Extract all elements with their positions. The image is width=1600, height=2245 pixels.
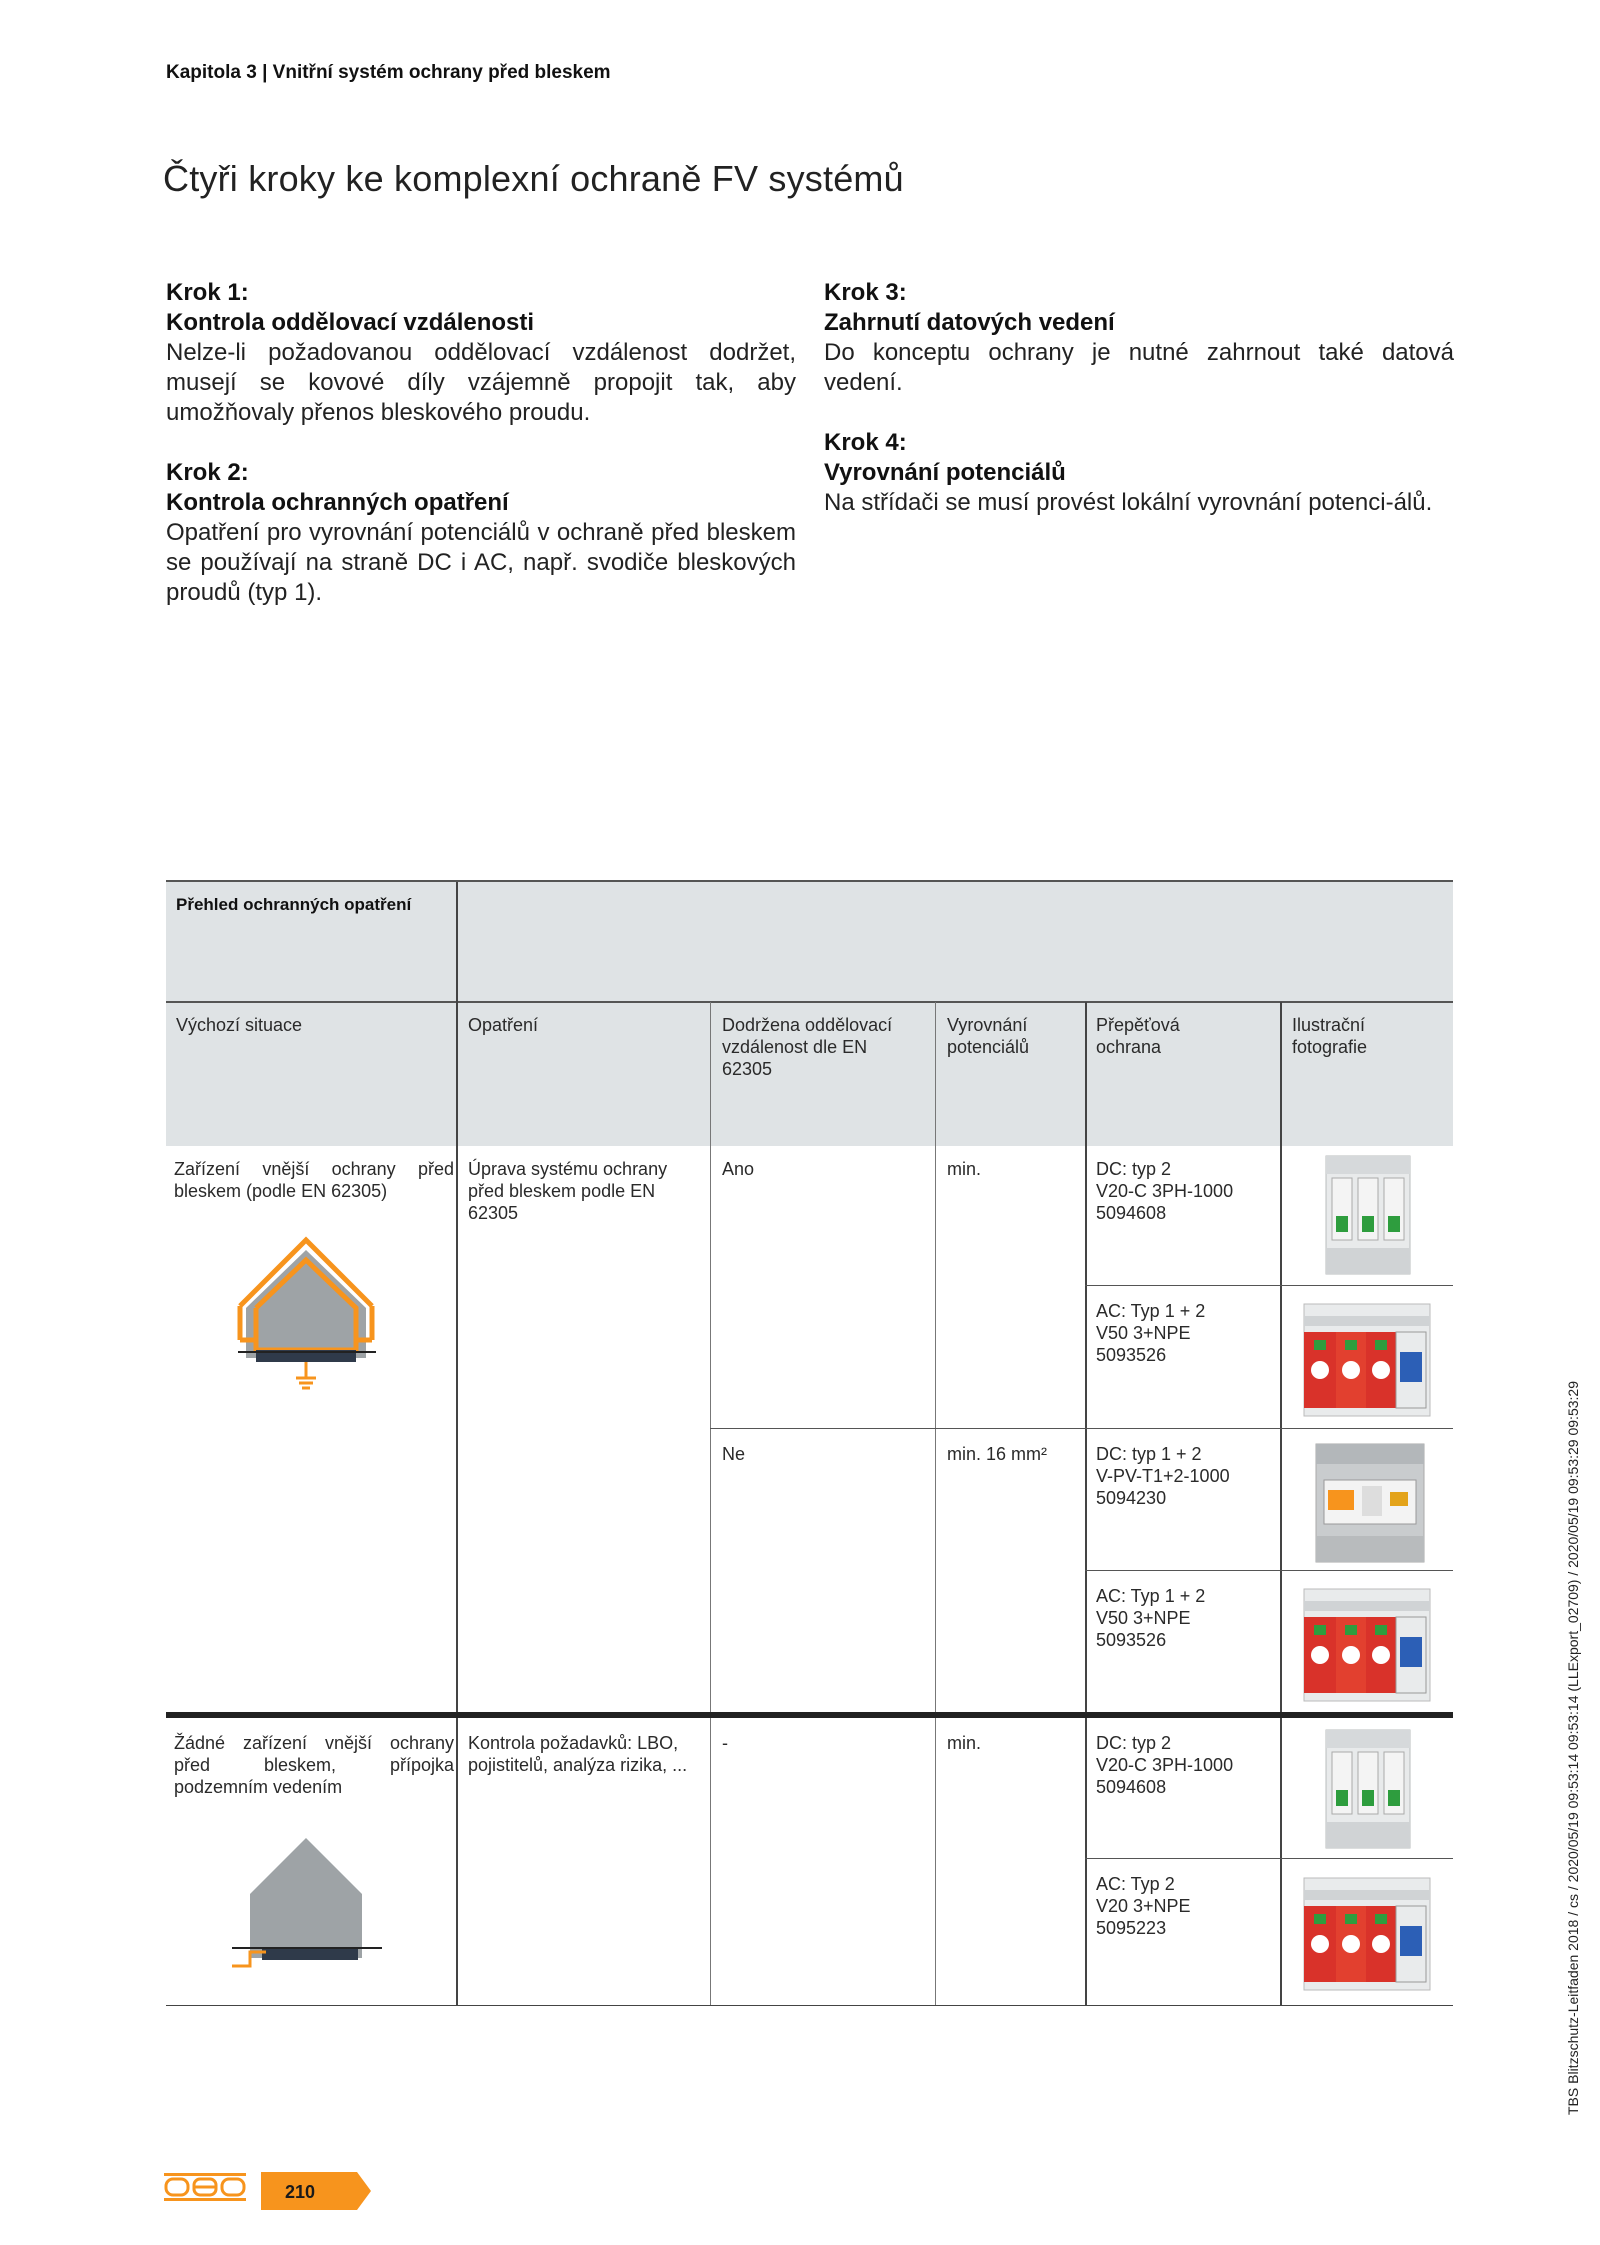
step-number: Krok 4:: [824, 429, 907, 456]
page-number-badge: [261, 2172, 371, 2210]
steps-right-column: [824, 278, 1454, 548]
bonding-cell: min.: [947, 1733, 982, 1753]
distance-cell: Ano: [722, 1159, 755, 1179]
step-heading: Zahrnutí datových vedení: [824, 309, 1115, 336]
step-number: Krok 2:: [166, 459, 249, 486]
dc-type1-2-pv-module-photo: [1310, 1440, 1430, 1566]
col-header-surge: Přepěťová ochrana: [1096, 1015, 1180, 1057]
step-text: Do konceptu ochrany je nutné zahrnout také datová vedení.: [824, 339, 1454, 396]
step-number: Krok 3:: [824, 279, 907, 306]
dc-type2-module-photo: [1318, 1152, 1418, 1278]
side-print-info: TBS Blitzschutz-Leitfaden 2018 / cs / 2020/05/19 09:53:14 09:53:14 (LLExport_02709) / 2020/05/19 09:53:29 09:53:29: [1565, 1381, 1581, 2115]
obo-logo: [162, 2170, 248, 2204]
bonding-cell: min. 16 mm²: [947, 1444, 1048, 1464]
situation-cell: Zařízení vnější ochrany před bleskem (podle EN 62305): [174, 1159, 454, 1201]
surge-cell: AC: Typ 2 V20 3+NPE 5095223: [1096, 1874, 1191, 1938]
surge-cell: AC: Typ 1 + 2 V50 3+NPE 5093526: [1096, 1586, 1206, 1650]
col-header-situation: Výchozí situace: [176, 1015, 303, 1035]
col-divider: [710, 1002, 711, 2006]
col-header-distance: Dodržena oddělovací vzdálenost dle EN 62305: [722, 1015, 893, 1079]
ac-type1-2-v50-module-photo: [1300, 1296, 1434, 1422]
row-divider: [710, 1428, 1453, 1429]
col-header-photo: Ilustrační fotografie: [1292, 1015, 1368, 1057]
header-divider: [166, 1001, 1453, 1003]
step-text: Opatření pro vyrovnání potenciálů v ochraně před bleskem se používají na straně DC i AC, např. svodiče bleskových proudů (typ 1).: [166, 519, 796, 606]
step-number: Krok 1:: [166, 279, 249, 306]
col-header-measure: Opatření: [468, 1015, 539, 1035]
measure-cell: Kontrola požadavků: LBO, pojistitelů, analýza rizika, ...: [468, 1733, 688, 1775]
step-heading: Vyrovnání potenciálů: [824, 459, 1066, 486]
distance-cell: Ne: [722, 1444, 746, 1464]
house-underground-connection-icon: [226, 1828, 386, 1988]
surge-cell: AC: Typ 1 + 2 V50 3+NPE 5093526: [1096, 1301, 1206, 1365]
col-divider: [456, 882, 458, 2006]
col-divider: [1280, 1002, 1282, 2006]
step-text: Nelze-li požadovanou oddělovací vzdálenost dodržet, musejí se kovové díly vzájemně propojit tak, aby umožňovaly přenos bleskového proudu.: [166, 339, 796, 426]
ac-type2-v20-module-photo: [1300, 1870, 1434, 1996]
chapter-heading: Kapitola 3 | Vnitřní systém ochrany před bleskem: [166, 62, 611, 83]
surge-cell: DC: typ 2 V20-C 3PH-1000 5094608: [1096, 1733, 1234, 1797]
table-bottom-line: [166, 2005, 1453, 2006]
step-1: [166, 278, 796, 428]
page-number: 210: [285, 2182, 316, 2202]
row-divider: [1085, 1285, 1453, 1286]
step-text: Na střídači se musí provést lokální vyrovnání potenci-álů.: [824, 489, 1433, 516]
steps-left-column: [166, 278, 796, 638]
step-4: [824, 428, 1454, 518]
distance-cell: -: [722, 1733, 728, 1753]
step-3: [824, 278, 1454, 398]
surge-cell: DC: typ 2 V20-C 3PH-1000 5094608: [1096, 1159, 1234, 1223]
ac-type1-2-v50-module-photo: [1300, 1581, 1434, 1707]
row-divider: [1085, 1858, 1453, 1859]
step-heading: Kontrola ochranných opatření: [166, 489, 509, 516]
dc-type2-module-photo: [1318, 1726, 1418, 1852]
col-divider: [935, 1002, 936, 2006]
table-title: Přehled ochranných opatření: [176, 895, 412, 914]
bonding-cell: min.: [947, 1159, 982, 1179]
step-heading: Kontrola oddělovací vzdálenosti: [166, 309, 535, 336]
situation-cell: Žádné zařízení vnější ochrany před bleskem, přípojka podzemním vedením: [174, 1733, 454, 1797]
table-header-band: [166, 880, 1453, 1146]
step-2: [166, 458, 796, 608]
page-title: Čtyři kroky ke komplexní ochraně FV systémů: [163, 158, 904, 199]
surge-cell: DC: typ 1 + 2 V-PV-T1+2-1000 5094230: [1096, 1444, 1230, 1508]
house-with-lightning-protection-icon: [226, 1228, 386, 1398]
group-divider: [166, 1712, 1453, 1718]
measure-cell: Úprava systému ochrany před bleskem podle EN 62305: [468, 1159, 668, 1223]
row-divider: [1085, 1570, 1453, 1571]
col-divider: [1085, 1002, 1087, 2006]
col-header-bonding: Vyrovnání potenciálů: [947, 1015, 1030, 1057]
